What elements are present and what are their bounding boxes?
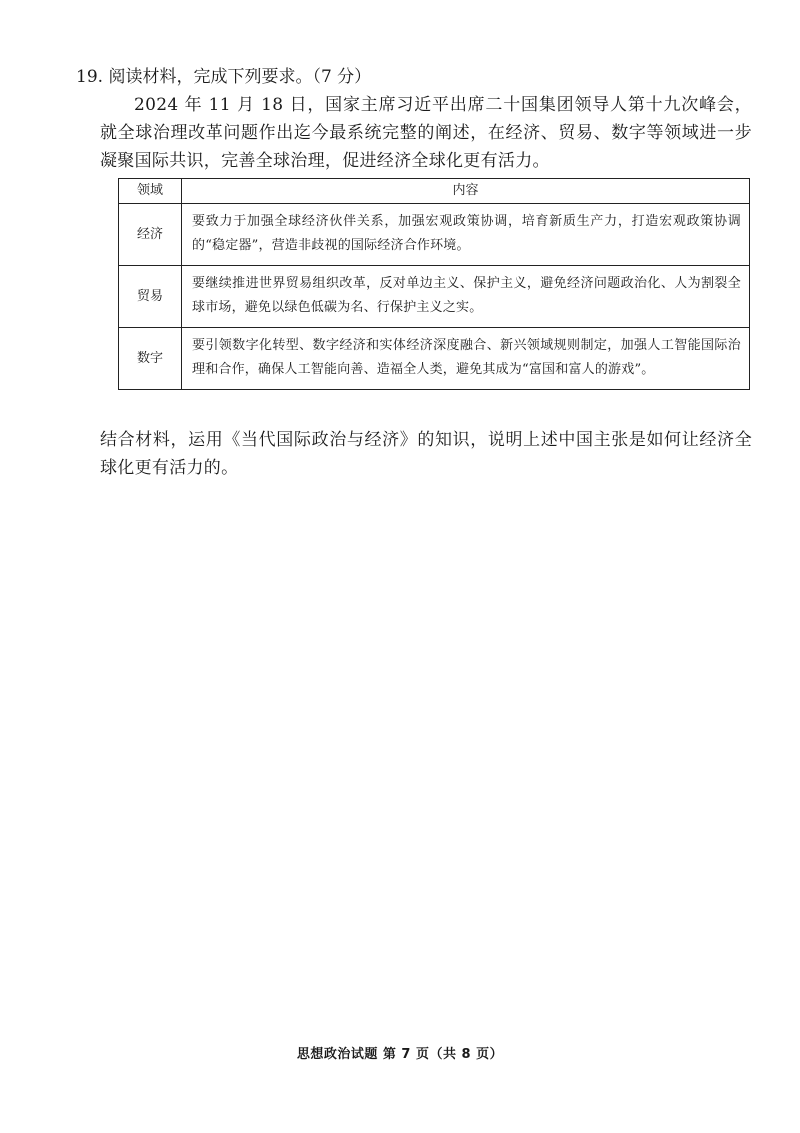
material-table [118,178,750,390]
row-domain-trade: 贸易 [119,266,182,328]
task-paragraph: 结合材料，运用《当代国际政治与经济》的知识，说明上述中国主张是如何让经济全球化更有活力的。 [100,430,752,478]
question-heading: 19. 阅读材料，完成下列要求。（7 分） [76,67,372,87]
page-footer: 思想政治试题 第 7 页（共 8 页） [296,1047,504,1062]
row-content-economy: 要致力于加强全球经济伙伴关系，加强宏观政策协调，培育新质生产力，打造宏观政策协调的“稳定器”，营造非歧视的国际经济合作环境。 [182,204,750,266]
table-header-row [119,179,750,204]
header-content: 内容 [182,179,750,204]
row-domain-digital: 数字 [119,328,182,390]
header-domain: 领域 [119,179,182,204]
row-content-trade: 要继续推进世界贸易组织改革，反对单边主义、保护主义，避免经济问题政治化、人为割裂全球市场，避免以绿色低碳为名、行保护主义之实。 [182,266,750,328]
table-row [119,328,750,390]
row-content-digital: 要引领数字化转型、数字经济和实体经济深度融合、新兴领域规则制定，加强人工智能国际治理和合作，确保人工智能向善、造福全人类，避免其成为“富国和富人的游戏”。 [182,328,750,390]
material-paragraph: 2024 年 11 月 18 日，国家主席习近平出席二十国集团领导人第十九次峰会，就全球治理改革问题作出迄今最系统完整的阐述，在经济、贸易、数字等领域进一步凝聚国际共识，完善全球治理，促进经济全球化更有活力。 [100,95,752,171]
table-row [119,266,750,328]
row-domain-economy: 经济 [119,204,182,266]
table-row [119,204,750,266]
